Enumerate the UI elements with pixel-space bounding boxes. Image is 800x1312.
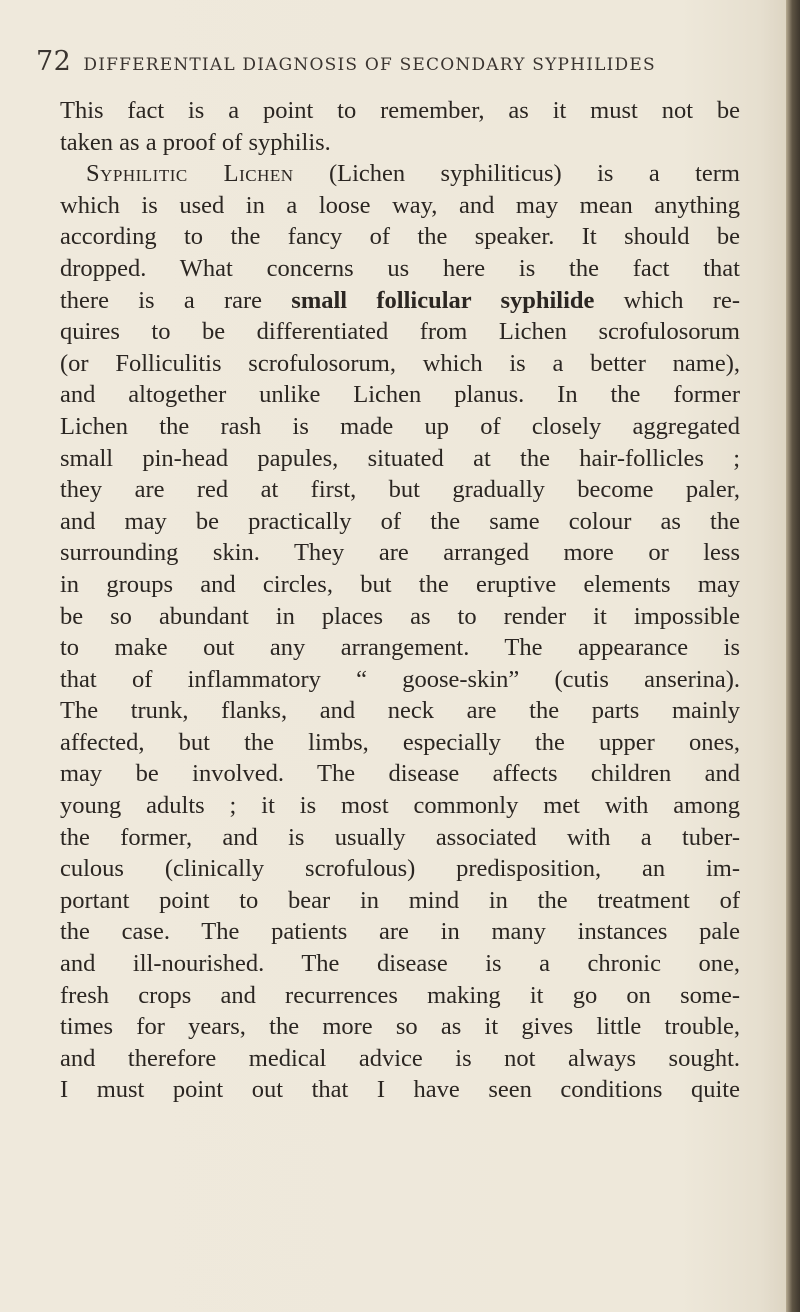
- text-line: [60, 506, 740, 538]
- text-line: [60, 1011, 740, 1043]
- text-segment: to make out any arrangement. The appearance is: [60, 634, 740, 662]
- text-segment: and may be practically of the same colour as the: [60, 507, 740, 535]
- text-segment: (or Folliculitis scrofulosorum, which is a better name),: [60, 349, 740, 377]
- text-line: [60, 348, 740, 380]
- text-segment: affected, but the limbs, especially the upper ones,: [60, 728, 740, 756]
- text-line: [60, 1074, 740, 1106]
- text-line: [60, 916, 740, 948]
- text-line: [60, 221, 740, 253]
- text-line: [60, 474, 740, 506]
- text-segment: (Lichen syphiliticus) is a term: [293, 160, 740, 188]
- text-segment: they are red at first, but gradually become paler,: [60, 476, 740, 504]
- text-line: [60, 758, 740, 790]
- page-number: 72: [36, 46, 72, 77]
- text-line: [60, 569, 740, 601]
- text-segment: small pin-head papules, situated at the hair-follicles ;: [60, 444, 740, 472]
- page-header: [36, 46, 756, 80]
- text-segment: culous (clinically scrofulous) predisposition, an im-: [60, 855, 740, 883]
- text-line: [60, 537, 740, 569]
- text-segment: This fact is a point to remember, as it must not be: [60, 97, 740, 124]
- text-line: [60, 885, 740, 917]
- text-segment: may be involved. The disease affects children and: [60, 760, 740, 788]
- text-line: [60, 695, 740, 727]
- text-segment: I must point out that I have seen conditions quite: [60, 1076, 740, 1104]
- text-segment: and therefore medical advice is not always sought.: [60, 1044, 740, 1072]
- text-line: [60, 158, 740, 190]
- text-line: [60, 190, 740, 222]
- text-line: [60, 443, 740, 475]
- section-term: Syphilitic Lichen: [86, 160, 294, 188]
- text-line: [60, 632, 740, 664]
- text-segment: dropped. What concerns us here is the fact that: [60, 254, 740, 282]
- text-segment: there is a rare: [60, 286, 292, 314]
- text-line: [60, 948, 740, 980]
- text-line: [60, 1043, 740, 1075]
- text-line: [60, 853, 740, 885]
- text-segment: the case. The patients are in many instances pale: [60, 918, 740, 946]
- text-segment: young adults ; it is most commonly met with among: [60, 792, 740, 820]
- text-line: [60, 253, 740, 285]
- text-line: [60, 285, 740, 317]
- text-segment: taken as a proof of syphilis.: [60, 128, 331, 156]
- bold-term: small follicular syphilide: [291, 286, 595, 314]
- text-line: [60, 379, 740, 411]
- text-line: [60, 316, 740, 348]
- text-line: [60, 727, 740, 759]
- text-segment: times for years, the more so as it gives little trouble,: [60, 1013, 740, 1041]
- body-paragraphs: [60, 95, 740, 1106]
- text-line: [60, 822, 740, 854]
- text-segment: which is used in a loose way, and may mean anything: [60, 191, 740, 219]
- text-segment: in groups and circles, but the eruptive elements may: [60, 570, 740, 598]
- page-binding-edge: [786, 0, 800, 1312]
- text-segment: according to the fancy of the speaker. It should be: [60, 223, 740, 251]
- text-line: [60, 411, 740, 443]
- text-line: [60, 980, 740, 1012]
- text-segment: the former, and is usually associated with a tuber-: [60, 823, 740, 851]
- text-line: [60, 601, 740, 633]
- running-head: DIFFERENTIAL DIAGNOSIS OF SECONDARY SYPHILIDES: [83, 55, 656, 75]
- text-segment: that of inflammatory “ goose-skin” (cutis anserina).: [60, 665, 740, 693]
- text-line: [60, 790, 740, 822]
- text-segment: surrounding skin. They are arranged more or less: [60, 539, 740, 567]
- text-line: [60, 95, 740, 127]
- text-line: [60, 127, 740, 159]
- text-segment: and ill-nourished. The disease is a chronic one,: [60, 950, 740, 978]
- text-segment: be so abundant in places as to render it impossible: [60, 602, 740, 630]
- text-segment: and altogether unlike Lichen planus. In the former: [60, 381, 740, 409]
- text-segment: quires to be differentiated from Lichen scrofulosorum: [60, 318, 740, 346]
- text-segment: portant point to bear in mind in the treatment of: [60, 886, 740, 914]
- text-segment: which re-: [594, 286, 740, 314]
- text-segment: fresh crops and recurrences making it go on some-: [60, 981, 740, 1009]
- text-segment: The trunk, flanks, and neck are the parts mainly: [60, 697, 740, 725]
- text-line: [60, 664, 740, 696]
- text-segment: Lichen the rash is made up of closely aggregated: [60, 412, 740, 440]
